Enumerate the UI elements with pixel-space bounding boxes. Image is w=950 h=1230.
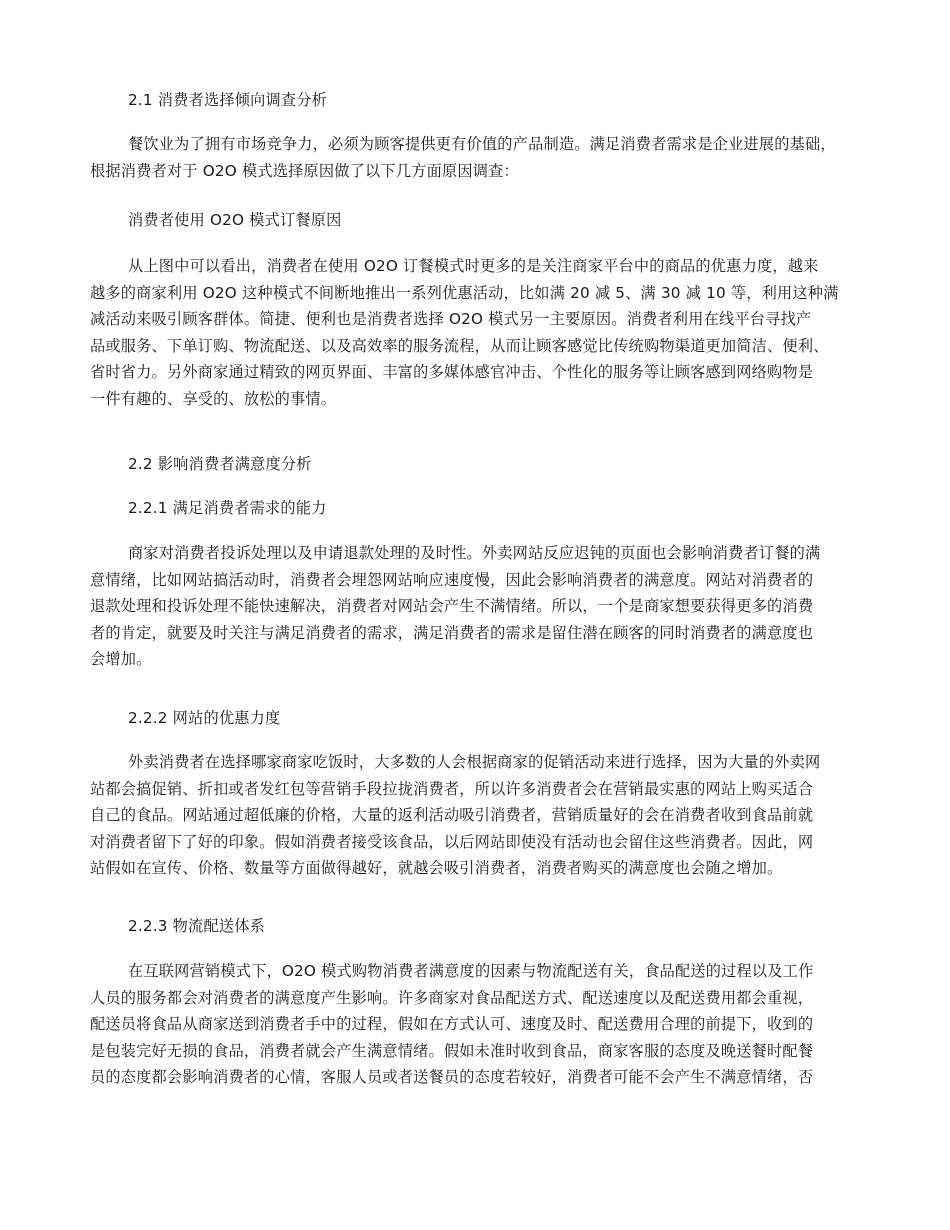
paragraph-line: 配送员将食品从商家送到消费者手中的过程，假如在方式认可、速度及时、配送费用合理的前提下，收到的 bbox=[90, 1015, 814, 1033]
paragraph-line: 外卖消费者在选择哪家商家吃饭时，大多数的人会根据商家的促销活动来进行选择，因为大量的外卖网 bbox=[128, 753, 821, 771]
paragraph-line: 根据消费者对于 O2O 模式选择原因做了以下几方面原因调查： bbox=[90, 161, 519, 180]
section-heading-2-2: 2.2 影响消费者满意度分析 bbox=[128, 455, 312, 473]
paragraph-line: 从上图中可以看出，消费者在使用 O2O 订餐模式时更多的是关注商家平台中的商品的优惠力度，越来 bbox=[128, 257, 819, 275]
paragraph-line: 站假如在宣传、价格、数量等方面做得越好，就越会吸引消费者，消费者购买的满意度也会随之增加。 bbox=[90, 859, 783, 877]
paragraph-line: 越多的商家利用 O2O 这种模式不间断地推出一系列优惠活动，比如满 20 减 5、满 30 减 10 等，利用这种满 bbox=[90, 283, 839, 302]
paragraph-line: 意情绪，比如网站搞活动时，消费者会埋怨网站响应速度慢，因此会影响消费者的满意度。网站对消费者的 bbox=[90, 570, 814, 589]
paragraph-line: 者的肯定，就要及时关注与满足消费者的需求，满足消费者的需求是留住潜在顾客的同时消费者的满意度也 bbox=[90, 623, 814, 642]
paragraph-4 bbox=[90, 749, 870, 882]
paragraph-line: 在互联网营销模式下，O2O 模式购物消费者满意度的因素与物流配送有关，食品配送的过程以及工作 bbox=[128, 962, 814, 980]
section-heading-2-2-1: 2.2.1 满足消费者需求的能力 bbox=[128, 499, 327, 517]
paragraph-line: 对消费者留下了好的印象。假如消费者接受该食品，以后网站即使没有活动也会留住这些消费者。因此，网 bbox=[90, 832, 814, 851]
section-heading-2-2-3: 2.2.3 物流配送体系 bbox=[128, 917, 265, 935]
paragraph-3 bbox=[90, 540, 870, 673]
paragraph-line: 员的态度都会影响消费者的心情，客服人员或者送餐员的态度若较好，消费者可能不会产生不满意情绪，否 bbox=[90, 1068, 814, 1086]
paragraph-line: 是包装完好无损的食品，消费者就会产生满意情绪。假如未准时收到食品，商家客服的态度及晚送餐时配餐 bbox=[90, 1041, 814, 1060]
paragraph-line: 会增加。 bbox=[90, 650, 152, 668]
paragraph-line: 品或服务、下单订购、物流配送、以及高效率的服务流程，从而让顾客感觉比传统购物渠道更加简洁、便利、 bbox=[90, 336, 829, 355]
paragraph-line: 退款处理和投诉处理不能快速解决，消费者对网站会产生不满情绪。所以，一个是商家想要获得更多的消费 bbox=[90, 597, 814, 615]
paragraph-line: 人员的服务都会对消费者的满意度产生影响。许多商家对食品配送方式、配送速度以及配送费用都会重视， bbox=[90, 988, 814, 1007]
paragraph-2 bbox=[90, 253, 870, 412]
section-heading-2-2-2: 2.2.2 网站的优惠力度 bbox=[128, 709, 281, 727]
paragraph-line: 省时省力。另外商家通过精致的网页界面、丰富的多媒体感官冲击、个性化的服务等让顾客感到网络购物是 bbox=[90, 363, 814, 381]
paragraph-line: 减活动来吸引顾客群体。简捷、便利也是消费者选择 O2O 模式另一主要原因。消费者利用在线平台寻找产 bbox=[90, 310, 812, 328]
paragraph-line: 站都会搞促销、折扣或者发红包等营销手段拉拢消费者，所以许多消费者会在营销最实惠的网站上购买适合 bbox=[90, 779, 814, 798]
figure-caption: 消费者使用 O2O 模式订餐原因 bbox=[128, 211, 342, 229]
paragraph-line: 自己的食品。网站通过超低廉的价格，大量的返利活动吸引消费者，营销质量好的会在消费者收到食品前就 bbox=[90, 806, 814, 824]
paragraph-5 bbox=[90, 958, 870, 1091]
paragraph-line: 商家对消费者投诉处理以及申请退款处理的及时性。外卖网站反应迟钝的页面也会影响消费者订餐的满 bbox=[128, 544, 821, 562]
paragraph-1 bbox=[90, 131, 870, 184]
section-heading-2-1: 2.1 消费者选择倾向调查分析 bbox=[128, 91, 328, 109]
paragraph-line: 餐饮业为了拥有市场竞争力，必须为顾客提供更有价值的产品制造。满足消费者需求是企业进展的基础， bbox=[128, 135, 836, 153]
paragraph-line: 一件有趣的、享受的、放松的事情。 bbox=[90, 389, 337, 408]
